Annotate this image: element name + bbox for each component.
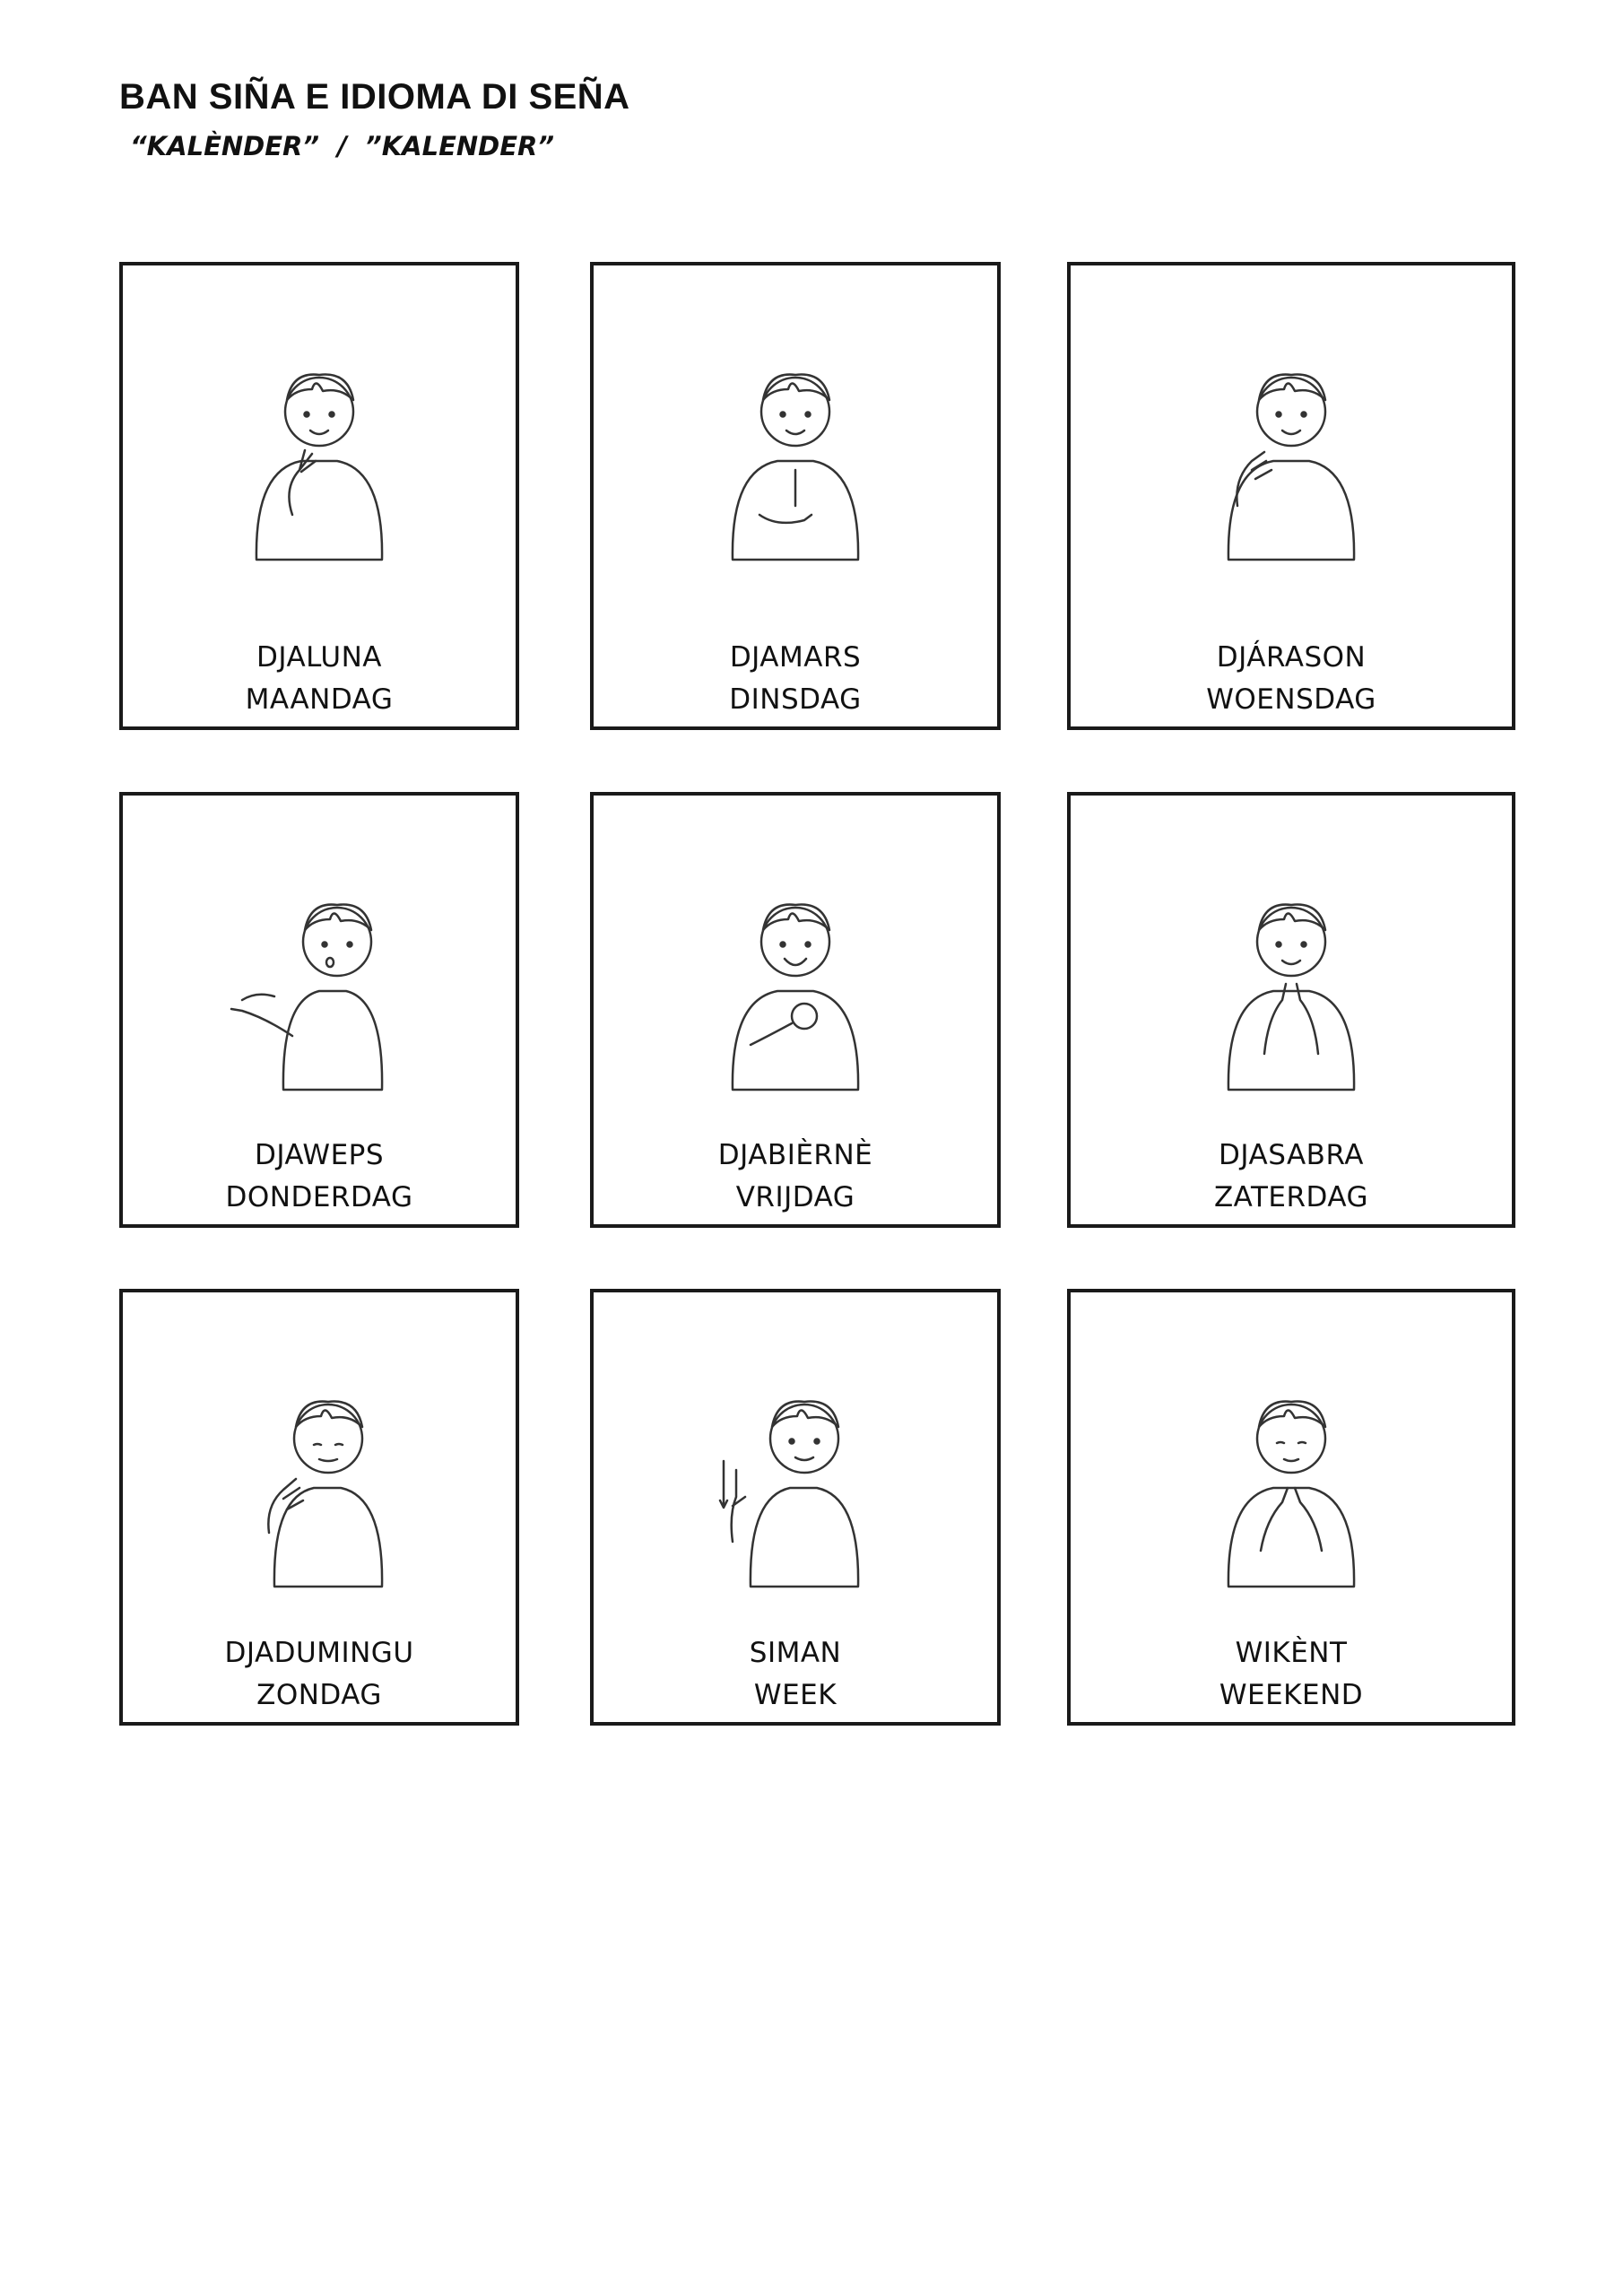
label-dutch: VRIJDAG [735, 1181, 855, 1213]
label-dutch: WOENSDAG [1206, 683, 1376, 716]
sign-figure-icon [1202, 1362, 1381, 1596]
label-papiamentu: DJAWEPS [254, 1139, 385, 1171]
label-dutch: ZONDAG [256, 1679, 382, 1711]
label-papiamentu: DJABIÈRNÈ [717, 1139, 873, 1171]
label-papiamentu: DJASABRA [1219, 1139, 1364, 1171]
label-dutch: WEEK [753, 1679, 838, 1711]
sign-card-saturday [1067, 792, 1515, 1228]
page-subtitle: “KALÈNDER” / ”KALENDER” [130, 131, 555, 161]
label-dutch: DONDERDAG [225, 1181, 413, 1213]
label-dutch: WEEKEND [1219, 1679, 1364, 1711]
sign-figure-icon [706, 335, 885, 569]
sign-card-friday [590, 792, 1001, 1228]
label-papiamentu: WIKÈNT [1235, 1637, 1348, 1669]
label-dutch: DINSDAG [729, 683, 862, 716]
sign-card-thursday [119, 792, 519, 1228]
label-papiamentu: SIMAN [749, 1637, 842, 1669]
label-papiamentu: DJAMARS [729, 641, 862, 674]
sign-figure-icon [1202, 865, 1381, 1099]
sign-figure-icon [230, 1362, 409, 1596]
sign-figure-icon [706, 1362, 885, 1596]
sign-figure-icon [1202, 335, 1381, 569]
sign-card-sunday [119, 1289, 519, 1726]
label-papiamentu: DJÁRASON [1216, 641, 1367, 674]
sign-card-weekend [1067, 1289, 1515, 1726]
sign-card-week [590, 1289, 1001, 1726]
sign-figure-icon [230, 335, 409, 569]
sign-card-monday [119, 262, 519, 730]
sign-card-tuesday [590, 262, 1001, 730]
sign-card-wednesday [1067, 262, 1515, 730]
sign-figure-icon [230, 865, 409, 1099]
label-dutch: ZATERDAG [1213, 1181, 1369, 1213]
label-papiamentu: DJADUMINGU [224, 1637, 414, 1669]
sign-figure-icon [706, 865, 885, 1099]
label-papiamentu: DJALUNA [256, 641, 382, 674]
label-dutch: MAANDAG [245, 683, 394, 716]
page-title: BAN SIÑA E IDIOMA DI SEÑA [119, 77, 630, 117]
